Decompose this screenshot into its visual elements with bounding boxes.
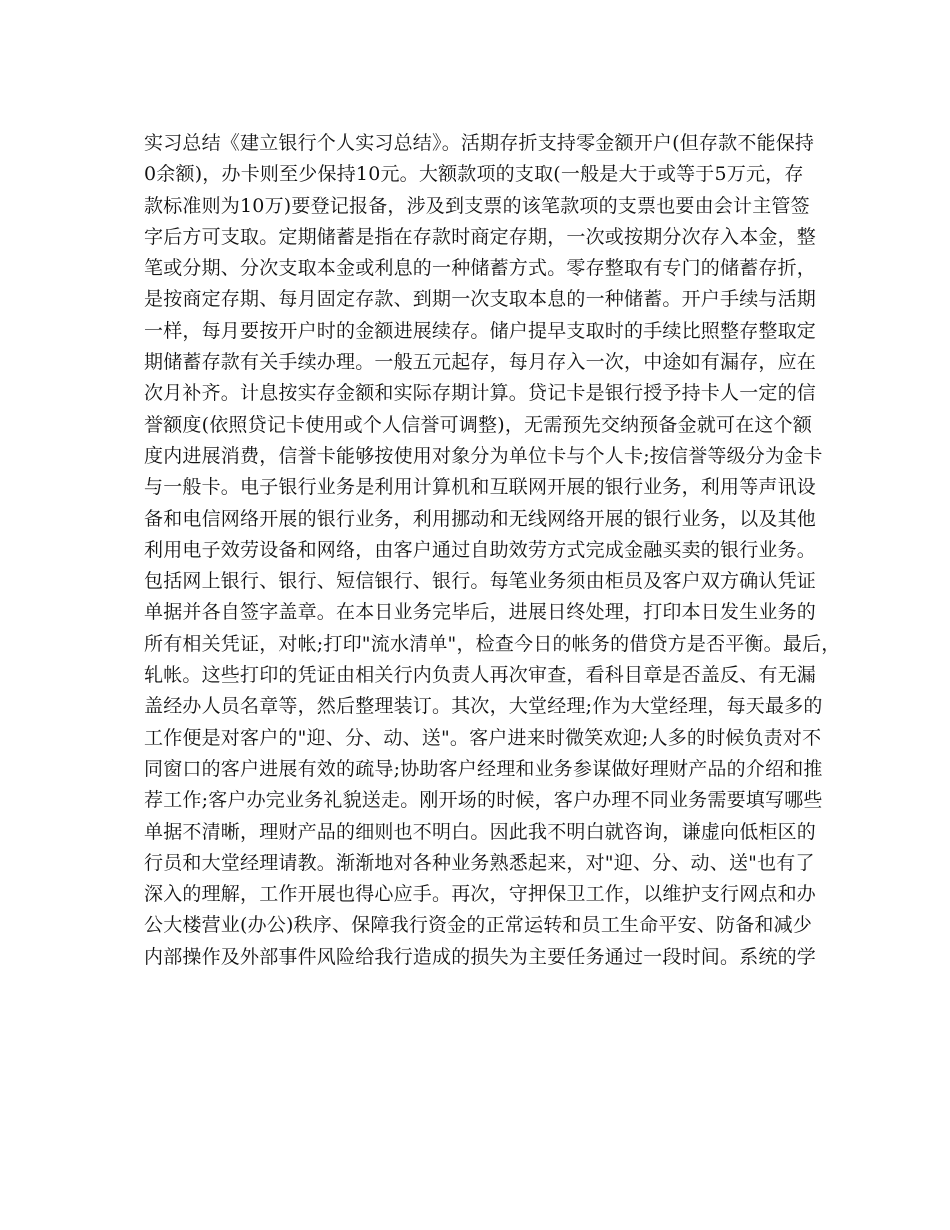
text-line: 实习总结《建立银行个人实习总结》。活期存折支持零金额开户(但存款不能保持 bbox=[144, 132, 815, 154]
text-line: 单据并各自签字盖章。在本日业务完毕后，进展日终处理，打印本日发生业务的 bbox=[144, 601, 817, 624]
text-line: 款标准则为10万)要登记报备，涉及到支票的该笔款项的支票也要由会计主管签 bbox=[144, 194, 810, 217]
text-line: 字后方可支取。定期储蓄是指在存款时商定存期，一次或按期分次存入本金，整 bbox=[144, 225, 817, 248]
text-line: 包括网上银行、银行、短信银行、银行。每笔业务须由柜员及客户双方确认凭证 bbox=[144, 570, 817, 593]
text-line: 行员和大堂经理请教。渐渐地对各种业务熟悉起来，对"迎、分、动、送"也有了 bbox=[144, 851, 815, 874]
text-line: 所有相关凭证，对帐;打印"流水清单"，检查今日的帐务的借贷方是否平衡。最后， bbox=[144, 632, 841, 655]
text-line: 盖经办人员名章等，然后整理装订。其次，大堂经理;作为大堂经理，每天最多的 bbox=[144, 695, 823, 718]
text-line: 内部操作及外部事件风险给我行造成的损失为主要任务通过一段时间。系统的学 bbox=[144, 945, 817, 968]
text-line: 利用电子效劳设备和网络，由客户通过自助效劳方式完成金融买卖的银行业务。 bbox=[144, 538, 817, 561]
text-line: 次月补齐。计息按实存金额和实际存期计算。贷记卡是银行授予持卡人一定的信 bbox=[144, 382, 817, 405]
text-line: 荐工作;客户办完业务礼貌送走。刚开场的时候，客户办理不同业务需要填写哪些 bbox=[144, 789, 823, 812]
text-line: 0余额)，办卡则至少保持10元。大额款项的支取(一般是大于或等于5万元，存 bbox=[144, 163, 804, 186]
body-text bbox=[144, 128, 841, 973]
text-line: 期储蓄存款有关手续办理。一般五元起存，每月存入一次，中途如有漏存，应在 bbox=[144, 351, 817, 374]
text-line: 度内进展消费，信誉卡能够按使用对象分为单位卡与个人卡;按信誉等级分为金卡 bbox=[144, 444, 823, 467]
text-line: 公大楼营业(办公)秩序、保障我行资金的正常运转和员工生命平安、防备和减少 bbox=[144, 914, 813, 937]
text-line: 工作便是对客户的"迎、分、动、送"。客户进来时微笑欢迎;人多的时候负责对不 bbox=[144, 726, 822, 749]
text-line: 深入的理解，工作开展也得心应手。再次，守押保卫工作，以维护支行网点和办 bbox=[144, 883, 817, 906]
text-line: 与一般卡。电子银行业务是利用计算机和互联网开展的银行业务，利用等声讯设 bbox=[144, 476, 817, 499]
text-line: 笔或分期、分次支取本金或利息的一种储蓄方式。零存整取有专门的储蓄存折， bbox=[144, 257, 817, 280]
text-line: 是按商定存期、每月固定存款、到期一次支取本息的一种储蓄。开户手续与活期 bbox=[144, 288, 817, 311]
text-line: 誉额度(依照贷记卡使用或个人信誉可调整)，无需预先交纳预备金就可在这个额 bbox=[144, 413, 813, 436]
text-line: 轧帐。这些打印的凭证由相关行内负责人再次审查，看科目章是否盖反、有无漏 bbox=[144, 664, 817, 687]
text-line: 备和电信网络开展的银行业务，利用挪动和无线网络开展的银行业务，以及其他 bbox=[144, 507, 817, 530]
text-line: 单据不清晰，理财产品的细则也不明白。因此我不明白就咨询，谦虚向低柜区的 bbox=[144, 820, 817, 843]
text-line: 一样，每月要按开户时的金额进展续存。储户提早支取时的手续比照整存整取定 bbox=[144, 319, 817, 342]
text-line: 同窗口的客户进展有效的疏导;协助客户经理和业务参谋做好理财产品的介绍和推 bbox=[144, 757, 823, 780]
